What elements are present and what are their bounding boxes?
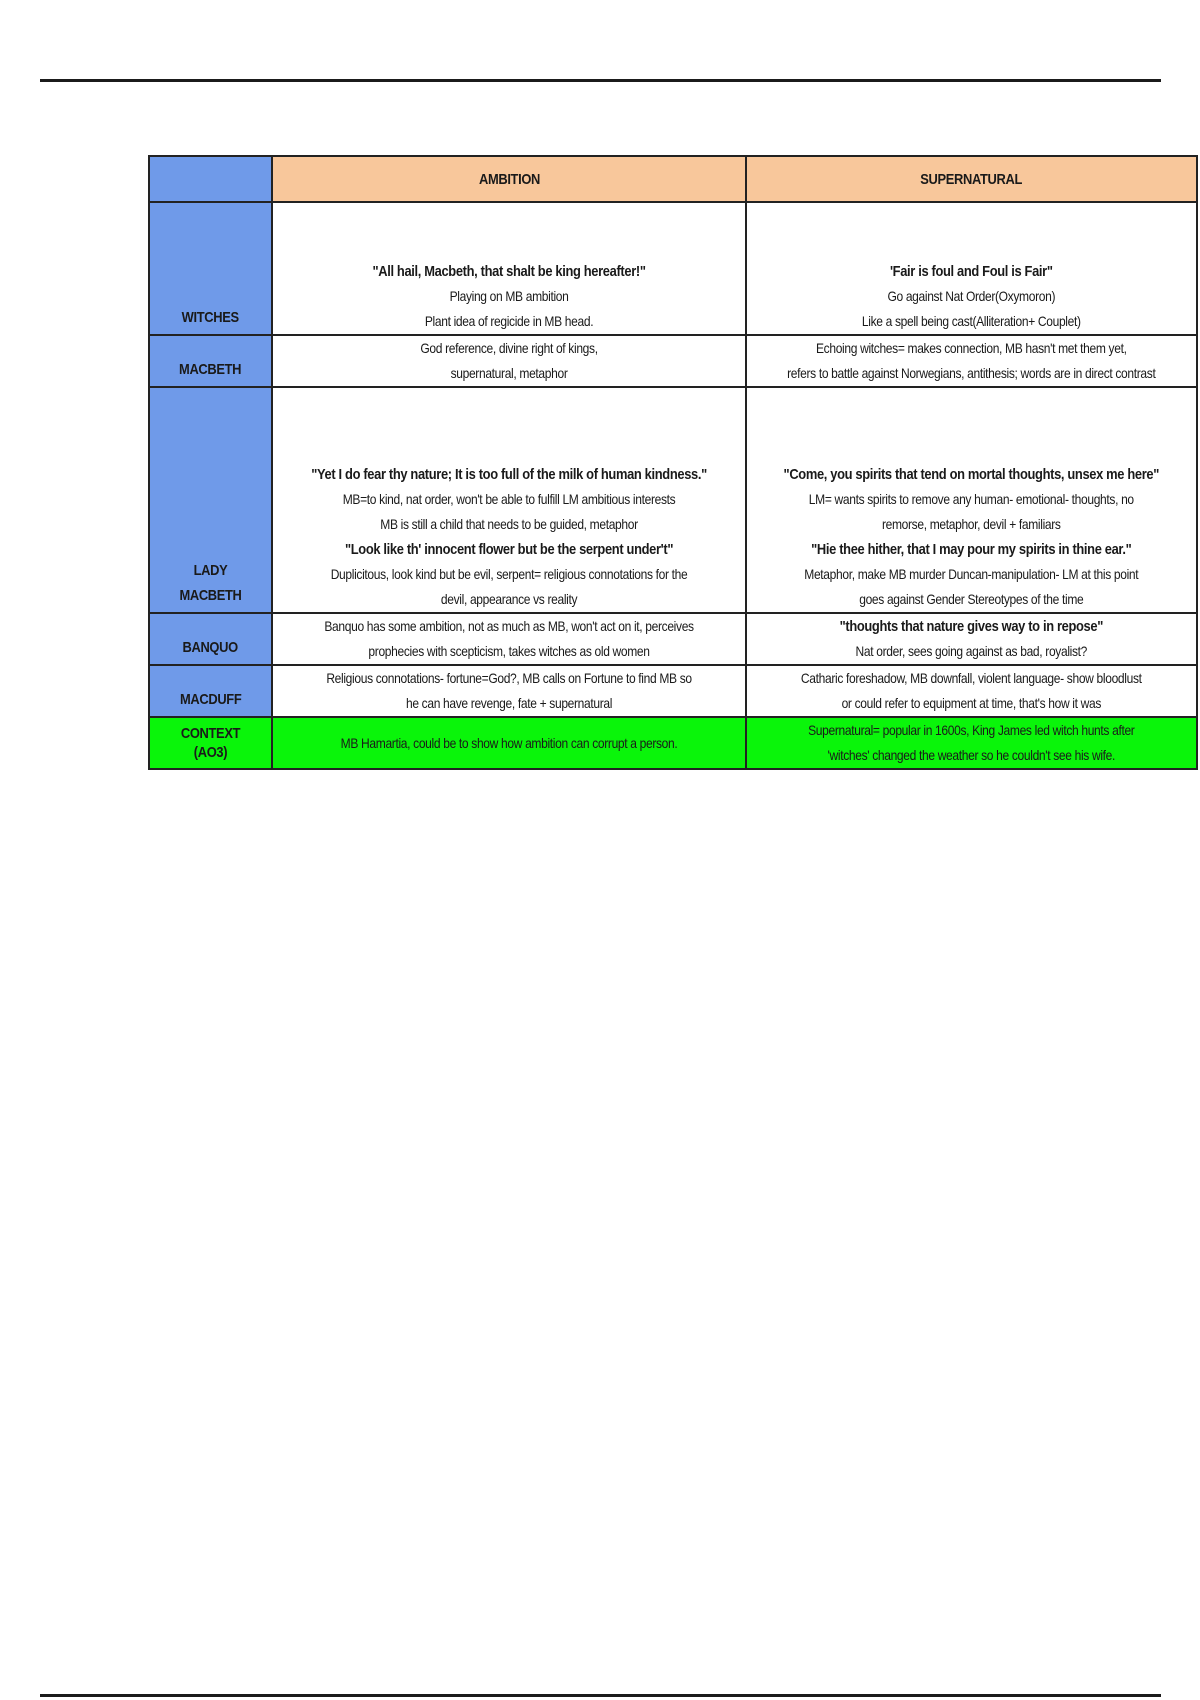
note-line: goes against Gender Stereotypes of the time	[859, 591, 1084, 607]
note-line: he can have revenge, fate + supernatural	[405, 695, 613, 711]
row-label-banquo: BANQUO	[149, 613, 272, 665]
row-label-macduff: MACDUFF	[149, 665, 272, 717]
cell-text	[311, 666, 707, 716]
note-line: Echoing witches= makes connection, MB hasn't met them yet,	[816, 340, 1127, 356]
theme-character-table	[148, 155, 1198, 770]
corner-cell	[149, 156, 272, 202]
note-line: Playing on MB ambition	[449, 288, 569, 304]
note-line: Metaphor, make MB murder Duncan-manipulation- LM at this point	[804, 566, 1139, 582]
column-header-supernatural: SUPERNATURAL	[746, 156, 1197, 202]
note-line: LM= wants spirits to remove any human- emotional- thoughts, no	[808, 491, 1134, 507]
table-row	[149, 335, 1197, 387]
row-label-witches: WITCHES	[149, 202, 272, 335]
table-row	[149, 387, 1197, 613]
cell-text	[311, 259, 707, 334]
note-line: prophecies with scepticism, takes witches as old women	[368, 643, 650, 659]
cell-ambition	[272, 613, 746, 665]
note-line: or could refer to equipment at time, that's how it was	[841, 695, 1102, 711]
note-line: Banquo has some ambition, not as much as MB, won't act on it, perceives	[324, 618, 694, 634]
note-line: Catharic foreshadow, MB downfall, violent language- show bloodlust	[800, 670, 1142, 686]
cell-supernatural	[746, 613, 1197, 665]
cell-ambition	[272, 665, 746, 717]
cell-text	[784, 666, 1159, 716]
quote-line: "Come, you spirits that tend on mortal thoughts, unsex me here"	[783, 466, 1160, 483]
quote-line: "Hie thee hither, that I may pour my spirits in thine ear."	[811, 541, 1132, 558]
note-line: Go against Nat Order(Oxymoron)	[887, 288, 1056, 304]
cell-text	[784, 259, 1159, 334]
note-line: 'witches' changed the weather so he couldn't see his wife.	[827, 747, 1116, 763]
cell-text	[784, 614, 1159, 664]
note-line: supernatural, metaphor	[450, 365, 568, 381]
cell-text	[784, 718, 1159, 768]
note-line: MB is still a child that needs to be guided, metaphor	[380, 516, 638, 532]
table-header-row	[149, 156, 1197, 202]
note-line: Duplicitous, look kind but be evil, serpent= religious connotations for the	[330, 566, 688, 582]
note-line: MB Hamartia, could be to show how ambition can corrupt a person.	[340, 734, 678, 751]
note-line: Religious connotations- fortune=God?, MB calls on Fortune to find MB so	[326, 670, 692, 686]
cell-supernatural	[746, 387, 1197, 613]
row-label-macbeth: MACBETH	[149, 335, 272, 387]
table-row	[149, 717, 1197, 769]
table-row	[149, 202, 1197, 335]
cell-ambition	[272, 202, 746, 335]
note-line: God reference, divine right of kings,	[420, 340, 598, 356]
cell-ambition	[272, 387, 746, 613]
cell-text	[784, 462, 1159, 612]
cell-text	[311, 731, 707, 756]
cell-ambition	[272, 717, 746, 769]
column-header-ambition: AMBITION	[272, 156, 746, 202]
cell-supernatural	[746, 717, 1197, 769]
cell-supernatural	[746, 335, 1197, 387]
quote-line: "thoughts that nature gives way to in repose"	[839, 618, 1104, 635]
cell-text	[311, 462, 707, 612]
note-line: Plant idea of regicide in MB head.	[424, 313, 594, 329]
cell-supernatural	[746, 665, 1197, 717]
cell-text	[784, 336, 1159, 386]
note-line: devil, appearance vs reality	[440, 591, 578, 607]
cell-ambition	[272, 335, 746, 387]
quote-line: 'Fair is foul and Foul is Fair"	[890, 263, 1053, 280]
note-line: remorse, metaphor, devil + familiars	[882, 516, 1061, 532]
note-line: Supernatural= popular in 1600s, King James led witch hunts after	[808, 722, 1135, 738]
note-line: Nat order, sees going against as bad, royalist?	[855, 643, 1088, 659]
table-row	[149, 613, 1197, 665]
note-line: Like a spell being cast(Alliteration+ Couplet)	[861, 313, 1081, 329]
note-line: refers to battle against Norwegians, antithesis; words are in direct contrast	[787, 365, 1156, 381]
cell-text	[311, 614, 707, 664]
note-line: MB=to kind, nat order, won't be able to fulfill LM ambitious interests	[342, 491, 676, 507]
table-row	[149, 665, 1197, 717]
cell-supernatural	[746, 202, 1197, 335]
footer-rule	[40, 1694, 1161, 1697]
row-label-lady-macbeth: LADY MACBETH	[149, 387, 272, 613]
header-rule	[40, 79, 1161, 82]
row-label-context: CONTEXT (AO3)	[149, 717, 272, 769]
quote-line: "Look like th' innocent flower but be the serpent under't"	[344, 541, 674, 558]
quote-line: "All hail, Macbeth, that shalt be king hereafter!"	[372, 263, 646, 280]
cell-text	[311, 336, 707, 386]
quote-line: "Yet I do fear thy nature; It is too full of the milk of human kindness."	[311, 466, 707, 483]
